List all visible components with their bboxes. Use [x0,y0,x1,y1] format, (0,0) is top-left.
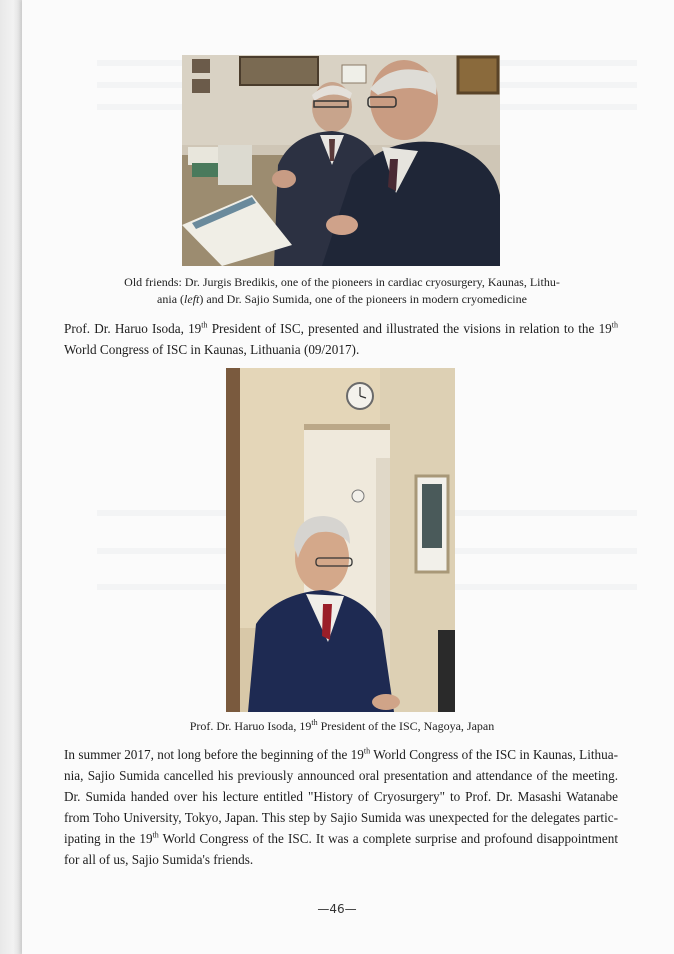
photo-old-friends [182,55,500,266]
book-spine-shadow [0,0,22,954]
caption-text: ania ( [157,292,185,306]
caption-text: ) and Dr. Sajio Sumida, one of the pioneers in modern cryomedicine [199,292,527,306]
superscript: th [152,830,159,840]
paragraph-text: World Congress of the ISC. It was a complete surprise and profound disappointment for all of us, Sajio Sumida's friends. [64,831,618,867]
photo-caption-isoda [120,718,564,735]
superscript: th [311,718,318,727]
page-number: —46— [317,902,357,916]
paragraph-text: Prof. Dr. Haruo Isoda, 19 [64,321,202,336]
caption-text: Prof. Dr. Haruo Isoda, 19 [189,719,312,733]
caption-line: Old friends: Dr. Jurgis Bredikis, one of the pioneers in cardiac cryosurgery, Kaunas, Lithu- [124,275,560,289]
superscript: th [611,320,618,330]
photo-haruo-isoda [226,368,455,712]
paragraph-text: President of ISC, presented and illustrated the visions in relation to the 19 [207,321,612,336]
paragraph-text: World Congress of the ISC in Kaunas, Lithua-nia, Sajio Sumida cancelled his previously announced oral presentation and attendance of the meeting. Dr. Sumida handed over his lecture entitled "History of Cryosurgery" to Prof. Dr. Masashi Watanabe from Toho University, Tokyo, Japan. This step by Sajio Sumida was unexpected for the delegates partic-ipating in the 19 [64,747,618,846]
caption-italic: left [184,292,200,306]
paragraph-isoda-presentation [64,318,618,360]
superscript: th [201,320,208,330]
paragraph-sumida-cancellation [64,744,618,870]
photo-caption-old-friends [108,274,576,308]
superscript: th [363,746,371,756]
paragraph-text: In summer 2017, not long before the beginning of the 19 [64,747,364,762]
paragraph-text: World Congress of ISC in Kaunas, Lithuania (09/2017). [64,342,360,357]
caption-text: President of the ISC, Nagoya, Japan [317,719,495,733]
